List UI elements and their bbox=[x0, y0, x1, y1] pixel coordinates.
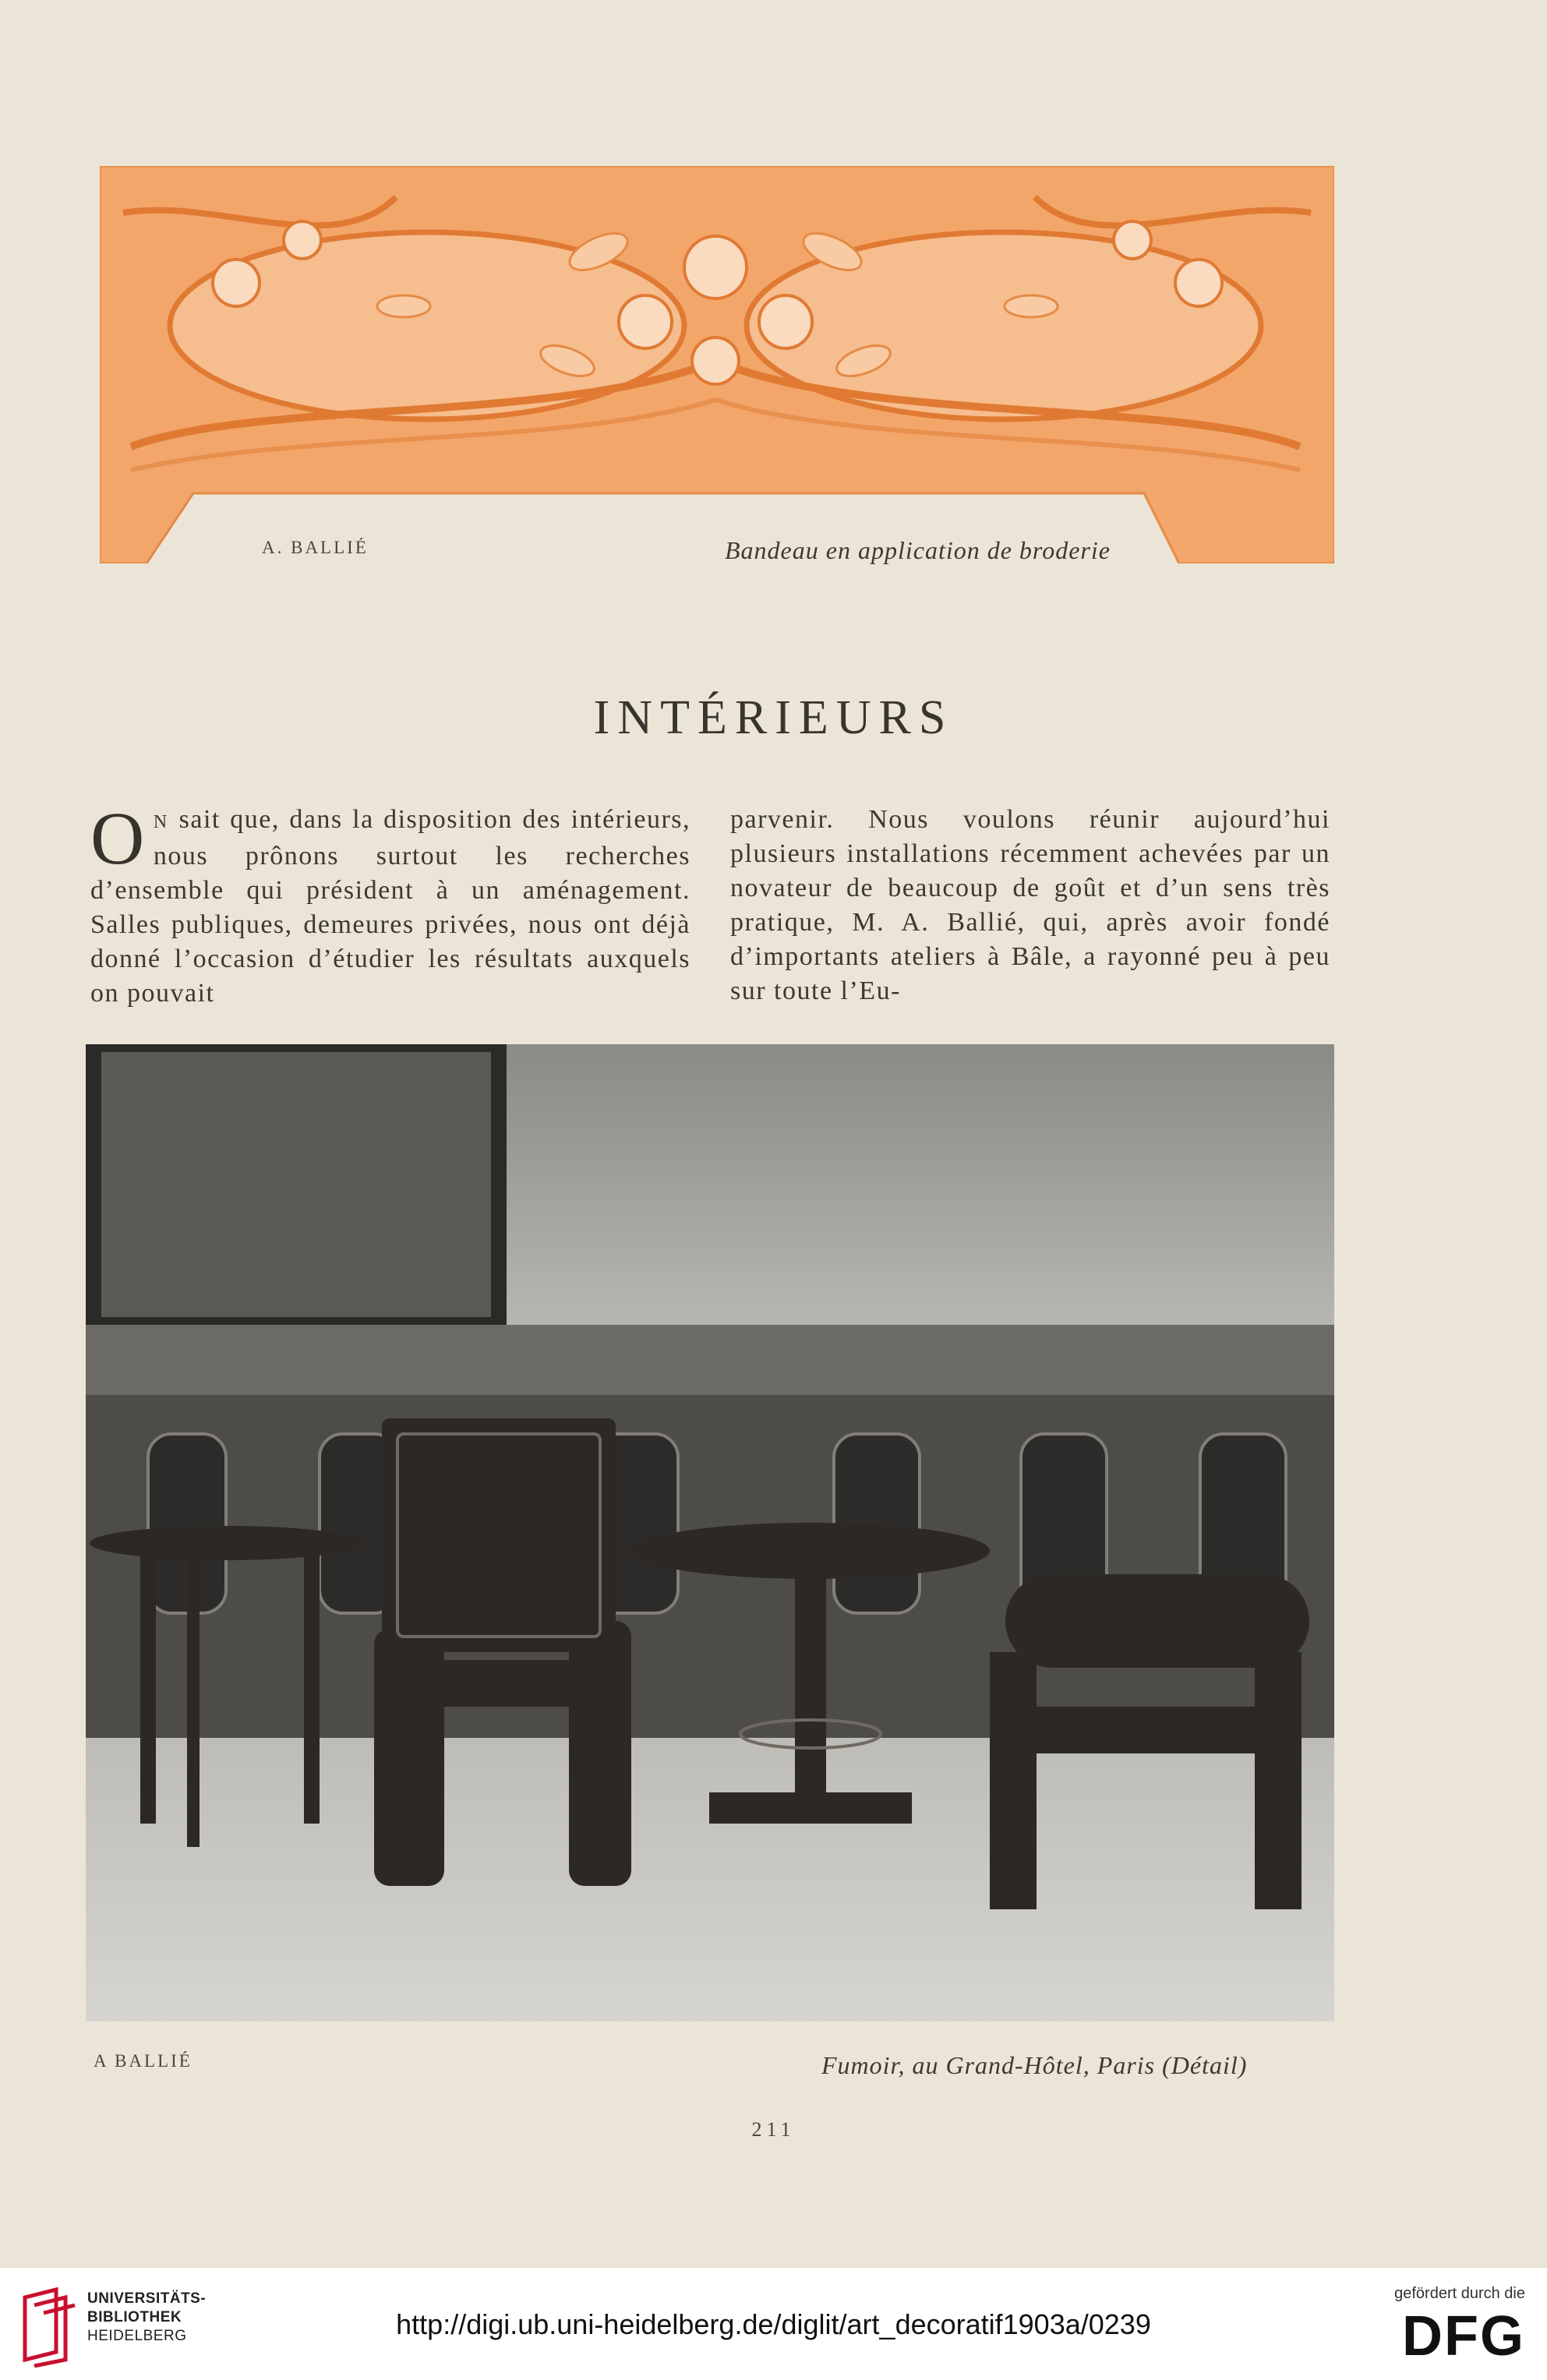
source-url-link[interactable]: http://digi.ub.uni-heidelberg.de/diglit/art_decoratif1903a/0239 bbox=[396, 2308, 1151, 2340]
library-name-line1: UNIVERSITÄTS- bbox=[87, 2290, 207, 2307]
fumoir-photograph bbox=[86, 1044, 1334, 2022]
embroidery-band-image bbox=[100, 166, 1334, 563]
top-figure-caption: Bandeau en application de broderie bbox=[725, 536, 1111, 564]
column-left-text: sait que, dans la disposition des intérieurs, nous prônons surtout les recherches d’ensemble qui président à un aménagement. Salles publiques, demeures privées, nous ont déjà donné l’occasion d’étudier les résultats auxquels on pouvait bbox=[90, 805, 690, 1008]
drop-cap: O bbox=[90, 796, 146, 880]
dfg-logo: DFG bbox=[1402, 2305, 1525, 2368]
top-figure-credit: A. BALLIÉ bbox=[262, 538, 369, 557]
library-name-line2: BIBLIOTHEK bbox=[87, 2309, 182, 2325]
paragraph-left bbox=[90, 796, 690, 1011]
digitization-footer bbox=[0, 2268, 1547, 2380]
library-name-line3: HEIDELBERG bbox=[87, 2328, 187, 2344]
lead-smallcaps: N bbox=[153, 812, 170, 832]
photo-caption: Fumoir, au Grand-Hôtel, Paris (Détail) bbox=[821, 2051, 1248, 2079]
text-column-right bbox=[730, 803, 1330, 1008]
funder-label: gefördert durch die bbox=[1394, 2285, 1525, 2302]
text-column-left bbox=[90, 796, 690, 1011]
article-title: INTÉRIEURS bbox=[593, 691, 954, 744]
photo-credit: A BALLIÉ bbox=[94, 2051, 192, 2071]
page-number: 211 bbox=[751, 2118, 796, 2141]
column-right-text: parvenir. Nous voulons réunir aujourd’hui plusieurs installations récemment achevées par un novateur de beaucoup de goût et d’un sens très pratique, M. A. Ballié, qui, après avoir fondé d’importants ateliers à Bâle, a rayonné peu à peu sur toute l’Eu- bbox=[730, 805, 1330, 1005]
